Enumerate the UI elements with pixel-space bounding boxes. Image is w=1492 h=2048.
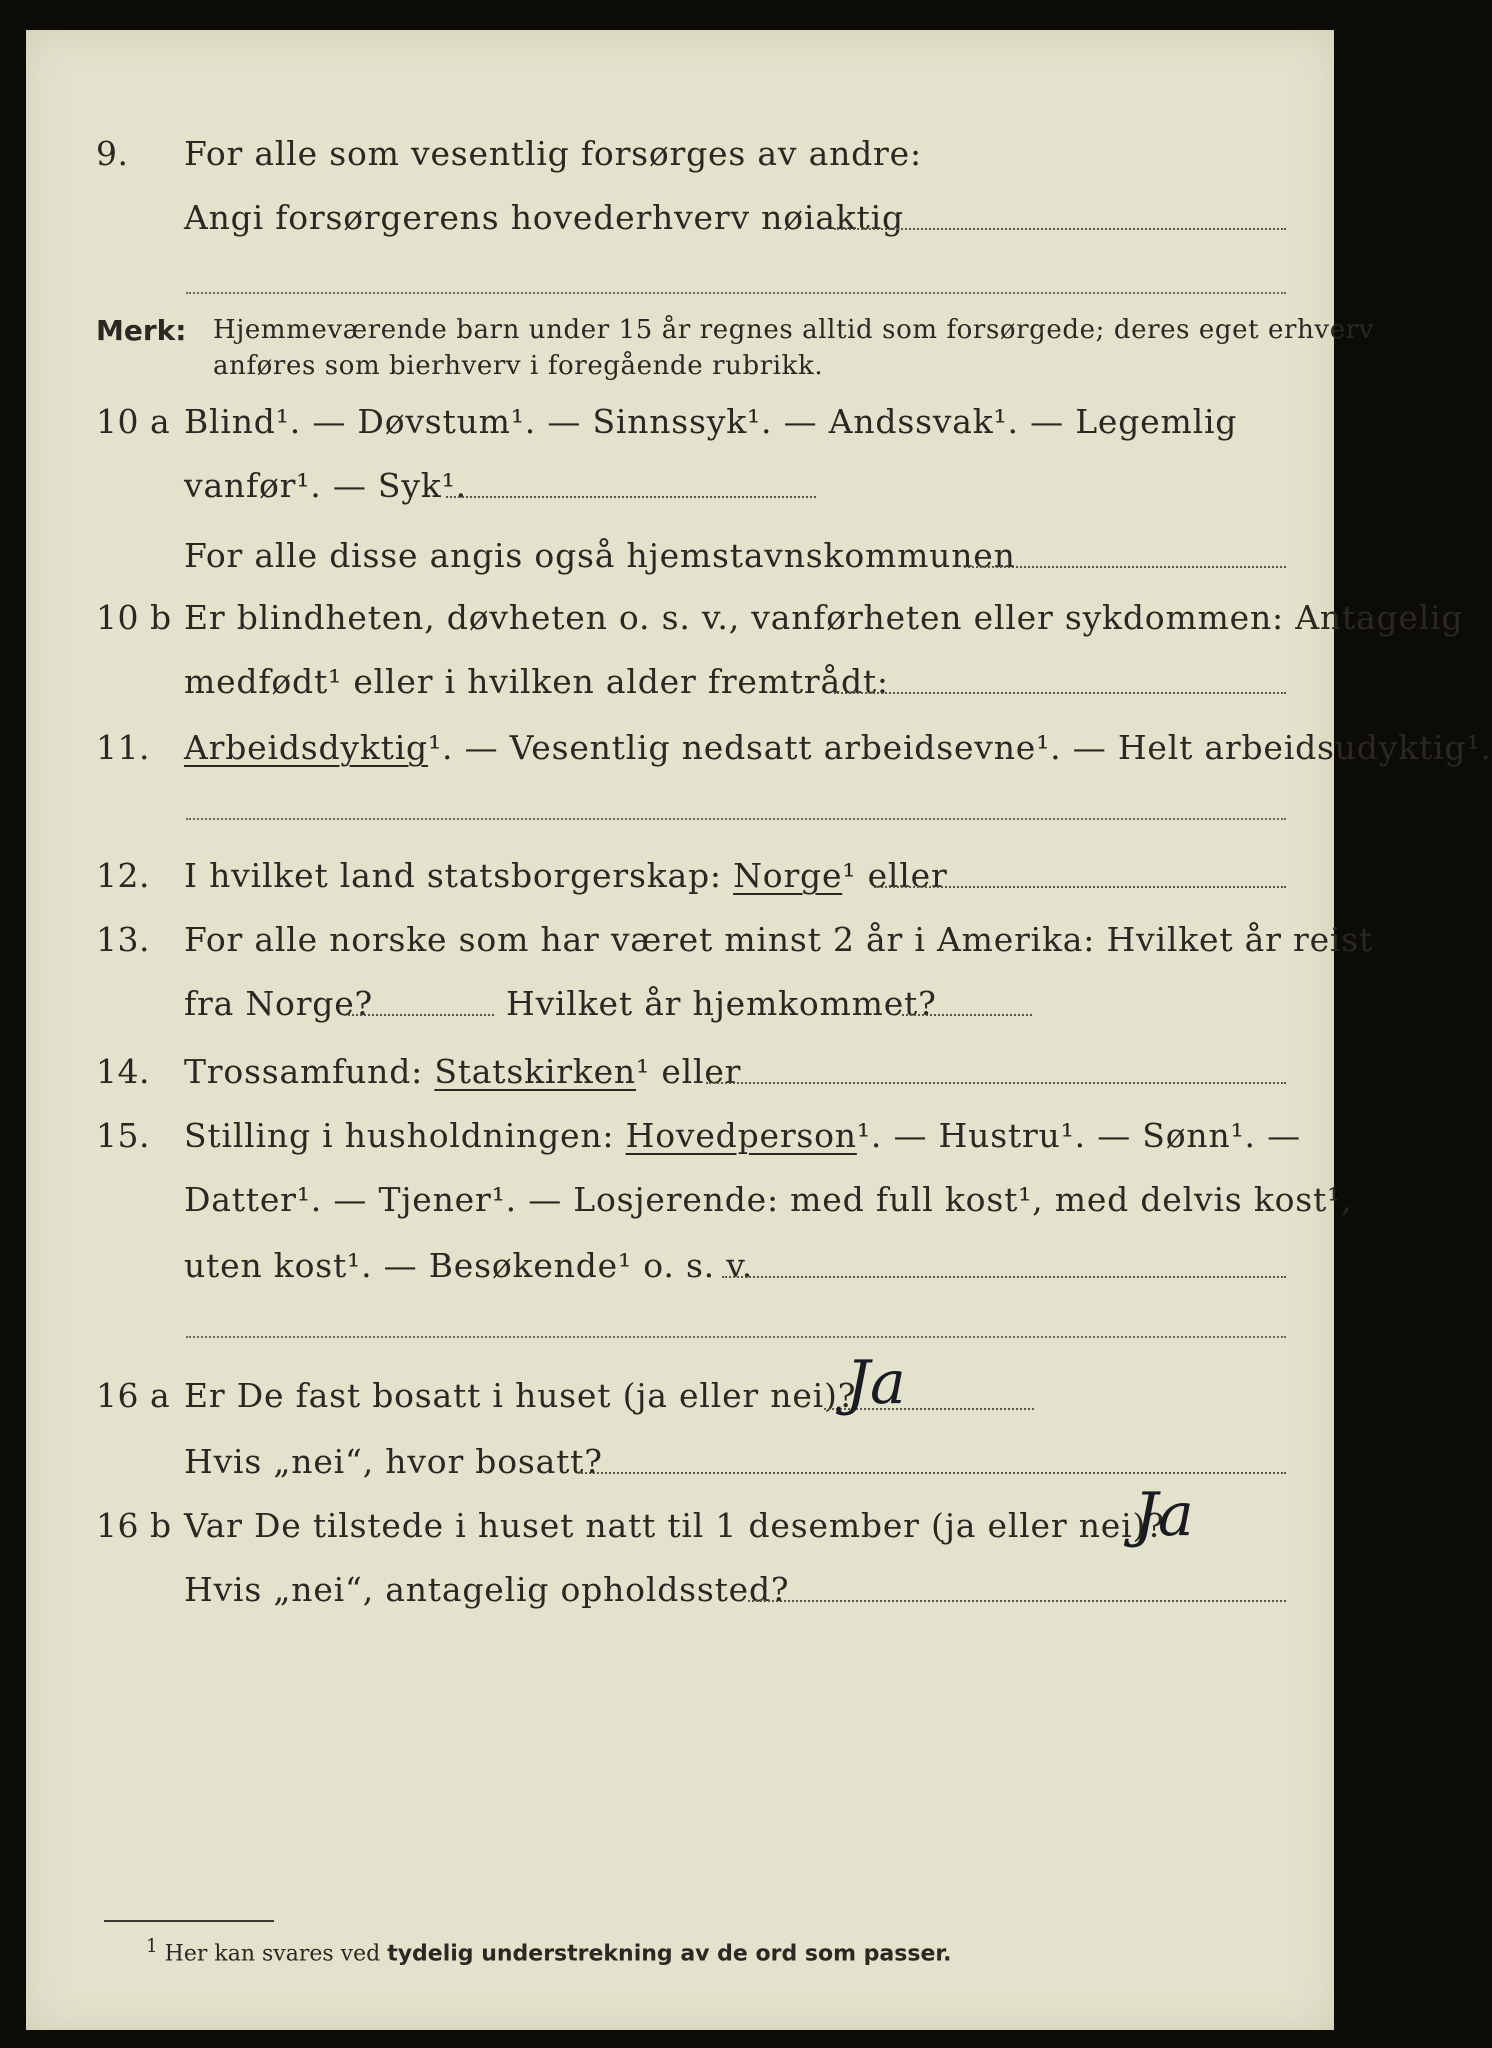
footnote-text: Her kan svares ved [164,1941,381,1967]
q12-number: 12. [96,856,150,895]
q13-departure-field[interactable] [344,1014,494,1016]
q16a-residence-field[interactable] [578,1472,1286,1474]
q10b-question-line-2: medfødt¹ eller i hvilken alder fremtrådt: [184,662,889,701]
q13-question: For alle norske som har været minst 2 år i Amerika: Hvilket år reist [184,920,1374,959]
q12-question [184,856,948,895]
q15-field[interactable] [722,1276,1286,1278]
q14-prefix: Trossamfund: [184,1052,435,1091]
q10b-field[interactable] [834,692,1286,694]
q13-return-field[interactable] [902,1014,1032,1016]
q16b-question: Var De tilstede i huset natt til 1 desember (ja eller nei)? [184,1506,1165,1545]
q14-field[interactable] [706,1082,1286,1084]
q12-field[interactable] [874,886,1286,888]
q9-provider-label: Angi forsørgerens hovederhverv nøiaktig [184,198,904,237]
q15-extra-line[interactable] [186,1336,1286,1338]
q15-suffix: ¹. — Hustru¹. — Sønn¹. — [856,1116,1301,1155]
q10a-options-line-2: vanfør¹. — Syk¹. [184,466,467,505]
q10b-number: 10 b [96,598,172,637]
q9-question: For alle som vesentlig forsørges av andre: [184,134,922,173]
q11-options-rest: ¹. — Vesentlig nedsatt arbeidsevne¹. — Helt arbeidsudyktig¹. [427,728,1492,767]
q14-question [184,1052,741,1091]
q16b-whereabouts-label: Hvis „nei“, antagelig opholdssted? [184,1570,790,1609]
q13-number: 13. [96,920,150,959]
census-form-page [26,30,1492,2030]
note-label: Merk: [96,314,187,347]
q14-number: 14. [96,1052,150,1091]
q14-suffix: ¹ eller [636,1052,742,1091]
q15-prefix: Stilling i husholdningen: [184,1116,626,1155]
q10a-home-municipality-label: For alle disse angis også hjemstavnskommunen [184,536,1016,575]
q16b-whereabouts-field[interactable] [748,1600,1286,1602]
q16a-number: 16 a [96,1376,171,1415]
q10a-number: 10 a [96,402,171,441]
q15-line-1 [184,1116,1301,1155]
q12-prefix: I hvilket land statsborgerskap: [184,856,734,895]
q10a-home-municipality-field[interactable] [964,566,1286,568]
q11-options [184,728,1492,767]
q16b-handwritten-answer: Ja [1134,1480,1194,1550]
q15-selected-option: Hovedperson [625,1116,857,1155]
q9-provider-field[interactable] [834,228,1286,230]
note-line-1: Hjemmeværende barn under 15 år regnes alltid som forsørgede; deres eget erhverv [213,315,1375,345]
footnote-mark: 1 [146,1936,158,1957]
q14-selected-option: Statskirken [434,1052,636,1091]
q11-selected-option: Arbeidsdyktig [184,728,428,767]
q11-number: 11. [96,728,150,767]
q13-departure-label: fra Norge? [184,984,374,1023]
q10b-question-line-1: Er blindheten, døvheten o. s. v., vanførheten eller sykdommen: Antagelig [184,598,1464,637]
q9-extra-line[interactable] [186,292,1286,294]
q16a-handwritten-answer: Ja [846,1348,906,1418]
q9-number: 9. [96,134,129,173]
q11-extra-line[interactable] [186,818,1286,820]
q12-suffix: ¹ eller [842,856,948,895]
footnote-divider [104,1920,274,1922]
q16a-question: Er De fast bosatt i huset (ja eller nei)? [184,1376,857,1415]
q16b-number: 16 b [96,1506,172,1545]
q13-return-label: Hvilket år hjemkommet? [506,984,937,1023]
footnote [146,1936,951,1966]
note-line-2: anføres som bierhverv i foregående rubrikk. [213,351,824,381]
q16a-residence-label: Hvis „nei“, hvor bosatt? [184,1442,603,1481]
footnote-bold-text: tydelig understrekning av de ord som passer. [387,1941,952,1967]
q10a-options-line-1: Blind¹. — Døvstum¹. — Sinnssyk¹. — Andssvak¹. — Legemlig [184,402,1238,441]
q15-line-3: uten kost¹. — Besøkende¹ o. s. v. [184,1246,754,1285]
q10a-field[interactable] [446,496,816,498]
q12-selected-option: Norge [733,856,843,895]
q15-number: 15. [96,1116,150,1155]
q15-line-2: Datter¹. — Tjener¹. — Losjerende: med full kost¹, med delvis kost¹, [184,1180,1353,1219]
